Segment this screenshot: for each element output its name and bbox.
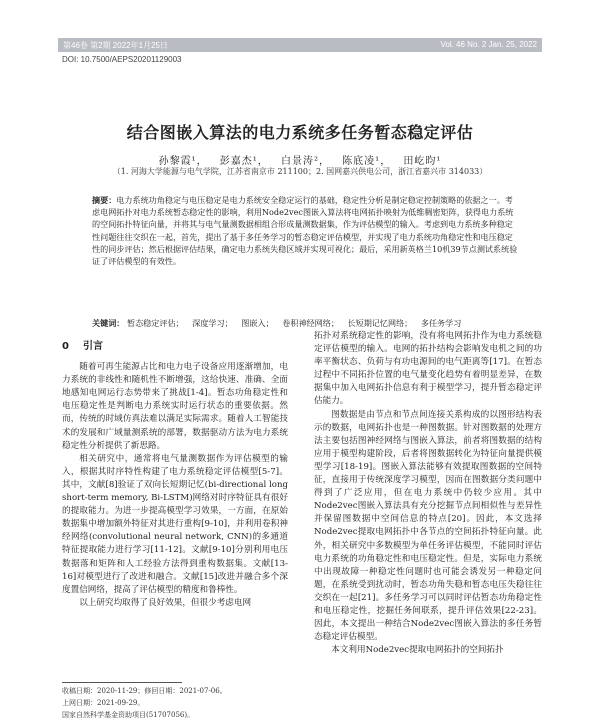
journal-header-bar [58,38,542,52]
keyword: 图嵌入； [241,318,274,328]
body-paragraph: 图数据是由节点和节点间连接关系构成的以图形结构表示的数据，电网拓扑也是一种图数据。针对图数据的处理方法主要包括图神经网络与图嵌入算法，前者将图数据的结构应用于模型构建阶段，后者将图数据转化为特征向量提供模型学习[18-19]。图嵌入算法能够有效提取图数据的空间特征，直接用于传统深度学习模型，因而在图数据分类问题中得到了广泛应用，但在电力系统中仍较少应用。其中Node2vec图嵌入算法具有充分挖掘节点间相似性与差异性并保留图数据中空间信息的特点[20]。因此，本文选择Node2vec提取电网拓扑中各节点的空间拓扑特征向量。此外，相关研究中多数模型为单任务评估模型，不能同时评估电力系统的功角稳定性和电压稳定性。但是，实际电力系统中出现故障一种稳定性问题时也可能会诱发另一种稳定问题，在系统受到扰动时，暂态功角失稳和暂态电压失稳往往交织在一起[21]。多任务学习可以同时评估暂态功角稳定性和电压稳定性，挖掘任务间联系，提升评估效果[22-23]。因此，本文提出一种结合Node2vec图嵌入算法的多任务暂态稳定评估模型。 [314,409,542,643]
keywords [92,318,520,329]
author: 孙黎霞¹， [158,156,208,167]
keyword: 暂态稳定评估； [126,318,184,328]
abstract [92,194,520,267]
author: 彭嘉杰¹， [219,156,269,167]
doi: DOI: 10.7500/AEPS20201129003 [62,55,182,64]
right-column [314,330,542,657]
footnote-funding: 国家自然科学基金资助项目(51707056)。 [62,710,195,719]
keyword: 多任务学习 [420,318,462,328]
footnote-divider [62,682,182,683]
footnote-received: 收稿日期：2020-11-29；修回日期：2021-07-06。 [62,687,227,695]
abstract-label: 摘要： [92,195,117,205]
journal-issue: 第46卷 第2期 2022年1月25日 [63,41,168,50]
keyword: 长短期记忆网络； [347,318,413,328]
body-paragraph: 以上研究均取得了良好效果，但很少考虑电网 [79,597,252,608]
left-column [62,340,288,610]
paper-title: 结合图嵌入算法的电力系统多任务暂态稳定评估 [126,123,474,142]
affiliation: （1. 河海大学能源与电气学院，江苏省南京市 211100；2. 国网嘉兴供电公司，浙江省嘉兴市 314033） [112,167,488,176]
section-title: 引言 [82,341,103,352]
keyword: 深度学习； [192,318,233,328]
keywords-label: 关键词： [92,318,125,328]
section-number: 0 [62,341,69,352]
footnote-online: 上网日期：2021-09-29。 [62,698,145,707]
body-paragraph: 随着可再生能源占比和电力电子设备应用逐渐增加，电力系统的非线性和随机性不断增强，这给快速、准确、全面地感知电网运行态势带来了挑战[1-4]。暂态功角稳定性和电压稳定性是判断电力系统实时运行状态的重要依据。然而，传统的时域仿真法难以满足实际需求。随着人工智能技术的发展和广域量测系统的部署，数据驱动方法为电力系统稳定性分析提供了新思路。 [62,362,288,451]
author: 田屹昀¹ [403,156,442,167]
author: 陈底凌¹， [342,156,392,167]
author: 白景涛²， [280,156,330,167]
body-paragraph: 本文利用Node2vec提取电网拓扑的空间拓扑 [331,645,504,656]
journal-issue-en: Vol. 46 No. 2 Jan. 25, 2022 [440,40,537,49]
body-paragraph: 拓扑对系统稳定性的影响，没有将电网拓扑作为电力系统稳定评估模型的输入。电网的拓扑结构会影响发电机之间的功率平衡状态、负荷与有功电源间的电气距离等[17]。在暂态过程中不同拓扑位置的电气量变化趋势有着明显差异，在数据集中加入电网拓扑信息有利于模型学习，提升暂态稳定评估能力。 [314,331,542,407]
body-paragraph: 相关研究中，通常将电气量测数据作为评估模型的输入，根据其时序特性构建了电力系统稳定评估模型[5-7]。其中，文献[8]验证了双向长短期记忆(bi-directional long short-term memory, Bi-LSTM)网络对时序特征具有很好的提取能力。为进一步提高模型学习效果，一方面，在原始数据集中增加额外特征对其进行重构[9-10]，并利用卷积神经网络(convolutional neural network, CNN)的多通道特征提取能力进行学习[11-12]。文献[9-10]分别利用电压数据落和矩阵和人工经验方法得到重构数据集。文献[13-16]对模型进行了改进和融合。文献[15]改进并融合多个深度置信网络，提高了评估模型的精度和鲁棒性。 [62,453,288,595]
author-list [0,152,600,167]
footnotes [62,686,227,721]
keyword: 卷积神经网络； [282,318,339,328]
abstract-text: 电力系统功角稳定与电压稳定是电力系统安全稳定运行的基础，稳定性分析是制定稳定控制策略的依据之一。考虑电网拓扑对电力系统暂态稳定性的影响，利用Node2vec图嵌入算法将电网拓扑映射为低维稠密矩阵，获得电力系统的空间拓扑特征向量，并将其与电气量测数据相组合形成量测数据集，作为评估模型的输入。考虑到电力系统多种稳定性问题往往交织在一起，首先，提出了基于多任务学习的暂态稳定评估模型，并实现了电力系统功角稳定性和电压稳定性的同步评估；然后根据评估结果，确定电力系统失稳区域并实现可视化；最后，采用新英格兰10机39节点测试系统验证了评估模型的有效性。 [92,195,518,267]
section-heading [62,340,288,353]
